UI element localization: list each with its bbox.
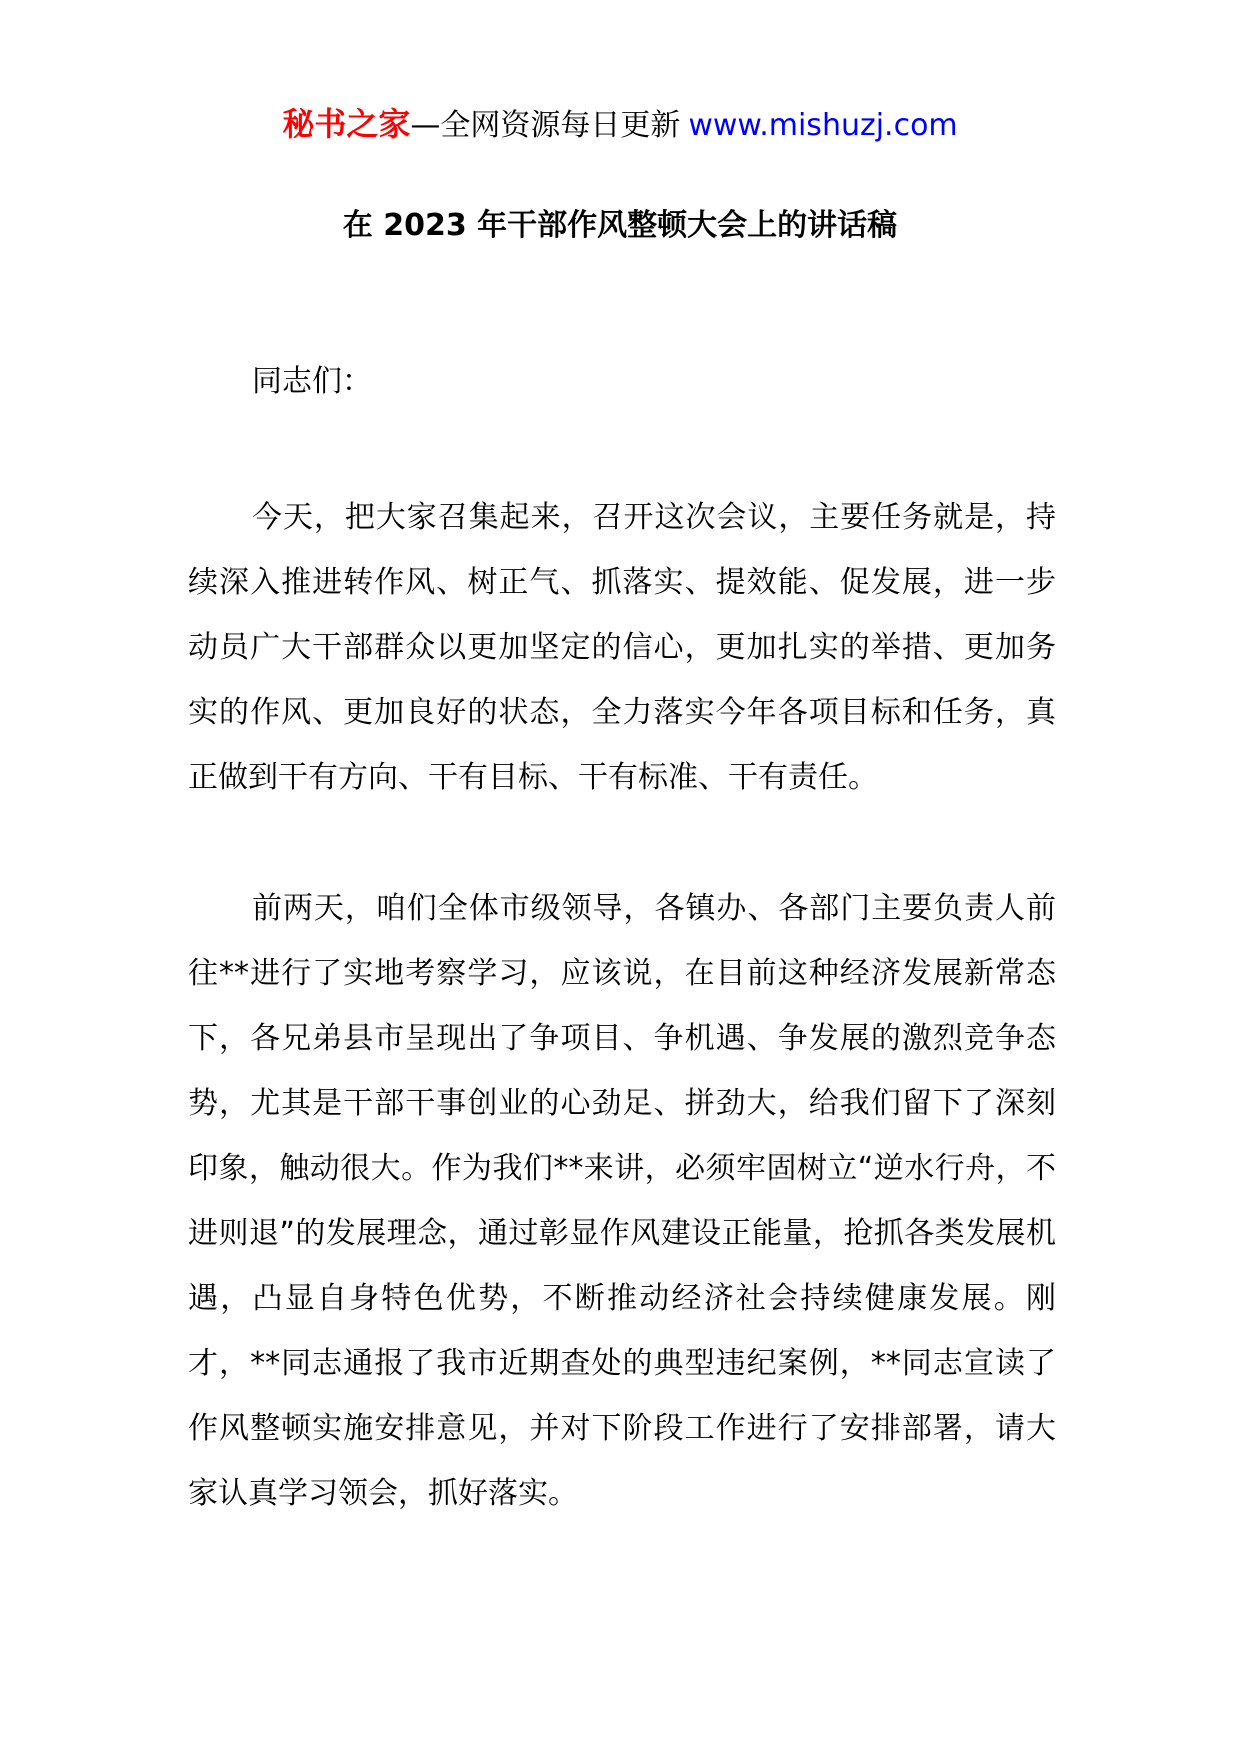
greeting: 同志们：	[252, 364, 372, 399]
paragraph-2: 前两天，咱们全体市级领导，各镇办、各部门主要负责人前往**进行了实地考察学习，应该说，在目前这种经济发展新常态下，各兄弟县市呈现出了争项目、争机遇、争发展的激烈竞争态势，尤其是干部干事创业的心劲足、拼劲大，给我们留下了深刻印象，触动很大。作为我们**来讲，必须牢固树立“逆水行舟，不进则退”的发展理念，通过彰显作风建设正能量，抢抓各类发展机遇，凸显自身特色优势，不断推动经济社会持续健康发展。刚才，**同志通报了我市近期查处的典型违纪案例，**同志宣读了作风整顿实施安排意见，并对下阶段工作进行了安排部署，请大家认真学习领会，抓好落实。	[188, 891, 1056, 1511]
site-header	[0, 102, 1240, 148]
site-url-link[interactable]: www.mishuzj.com	[688, 108, 958, 143]
paragraph-1: 今天，把大家召集起来，召开这次会议，主要任务就是，持续深入推进转作风、树正气、抓落实、提效能、促发展，进一步动员广大干部群众以更加坚定的信心，更加扎实的举措、更加务实的作风、更加良好的状态，全力落实今年各项目标和任务，真正做到干有方向、干有目标、干有标准、干有责任。	[188, 500, 1056, 795]
header-tagline: —全网资源每日更新	[410, 108, 681, 143]
document-title: 在 2023 年干部作风整顿大会上的讲话稿	[342, 208, 898, 243]
brand-name: 秘书之家	[282, 105, 411, 143]
